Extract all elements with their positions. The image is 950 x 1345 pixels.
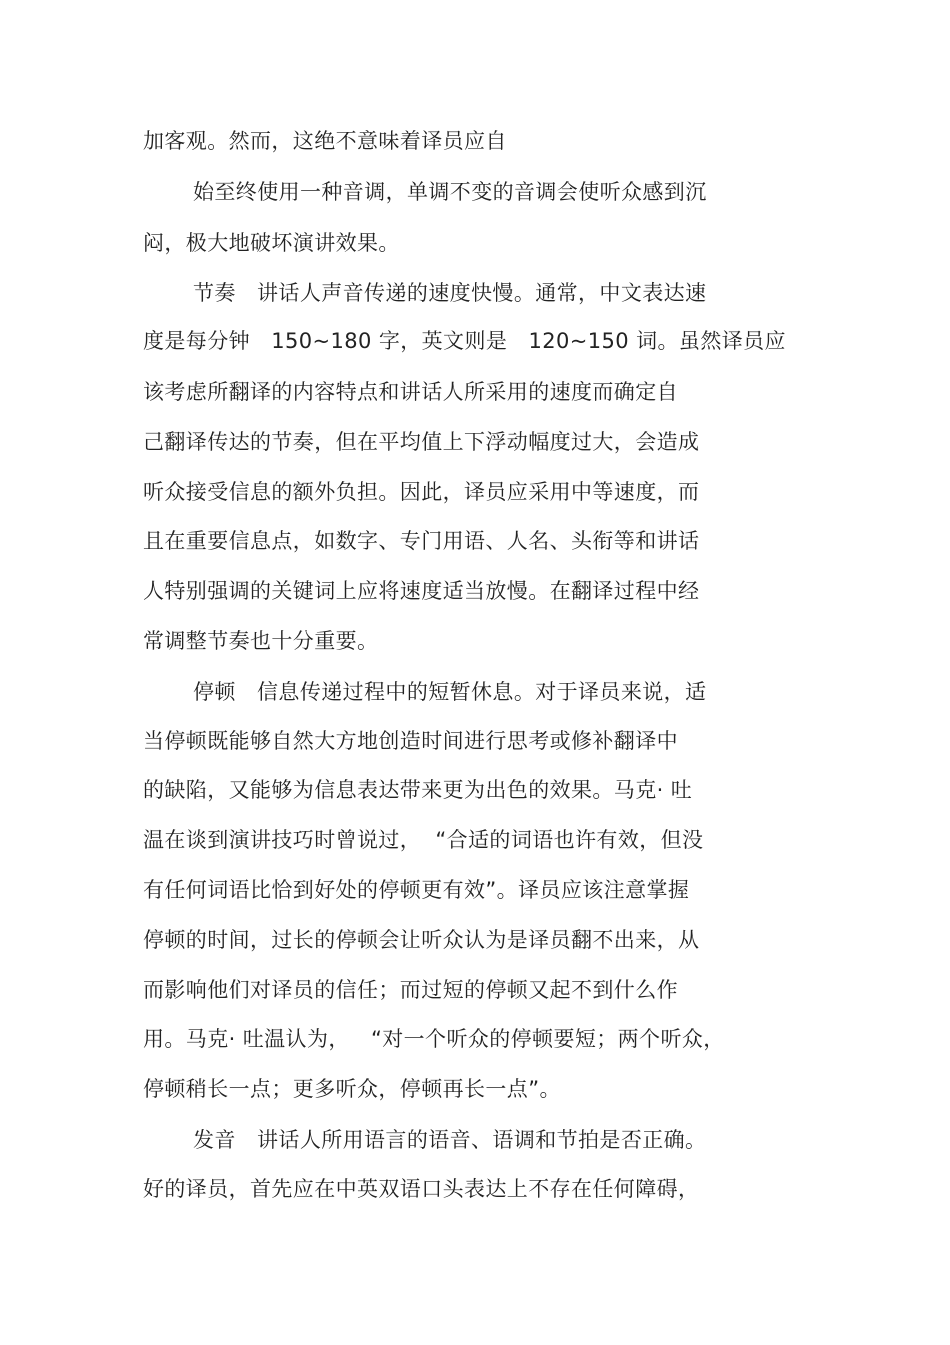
text-line: 加客观。然而，这绝不意味着译员应自 [143, 129, 507, 153]
text-line: 常调整节奏也十分重要。 [143, 629, 379, 653]
text-line: 的缺陷，又能够为信息表达带来更为出色的效果。马克· 吐 [143, 778, 693, 802]
text-line: 听众接受信息的额外负担。因此，译员应采用中等速度，而 [143, 480, 700, 504]
text-line: 用。马克· 吐温认为， “对一个听众的停顿要短；两个听众， [143, 1027, 725, 1051]
text-line: 停顿稍长一点；更多听众，停顿再长一点”。 [143, 1077, 561, 1101]
text-line: 人特别强调的关键词上应将速度适当放慢。在翻译过程中经 [143, 579, 700, 603]
text-line: 该考虑所翻译的内容特点和讲话人所采用的速度而确定自 [143, 380, 678, 404]
text-line: 好的译员，首先应在中英双语口头表达上不存在任何障碍， [143, 1177, 700, 1201]
text-line: 停顿的时间，过长的停顿会让听众认为是译员翻不出来，从 [143, 928, 700, 952]
text-line: 且在重要信息点，如数字、专门用语、人名、头衔等和讲话 [143, 529, 700, 553]
paragraph-first-line-pause: 停顿 信息传递过程中的短暂休息。对于译员来说，适 [193, 680, 707, 704]
text-line: 己翻译传达的节奏，但在平均值上下浮动幅度过大，会造成 [143, 430, 700, 454]
text-line: 而影响他们对译员的信任；而过短的停顿又起不到什么作 [143, 978, 678, 1002]
text-line: 温在谈到演讲技巧时曾说过， “合适的词语也许有效，但没 [143, 828, 704, 852]
paragraph-first-line-pronunciation: 发音 讲话人所用语言的语音、语调和节拍是否正确。 [193, 1128, 707, 1152]
paragraph-first-line-rhythm: 节奏 讲话人声音传递的速度快慢。通常，中文表达速 [193, 281, 707, 305]
text-line: 当停顿既能够自然大方地创造时间进行思考或修补翻译中 [143, 729, 678, 753]
text-line: 闷，极大地破坏演讲效果。 [143, 231, 400, 255]
paragraph-first-line: 始至终使用一种音调，单调不变的音调会使听众感到沉 [193, 180, 707, 204]
text-line: 有任何词语比恰到好处的停顿更有效”。译员应该注意掌握 [143, 878, 690, 902]
text-line: 度是每分钟 150~180 字，英文则是 120~150 词。虽然译员应 [143, 329, 786, 353]
